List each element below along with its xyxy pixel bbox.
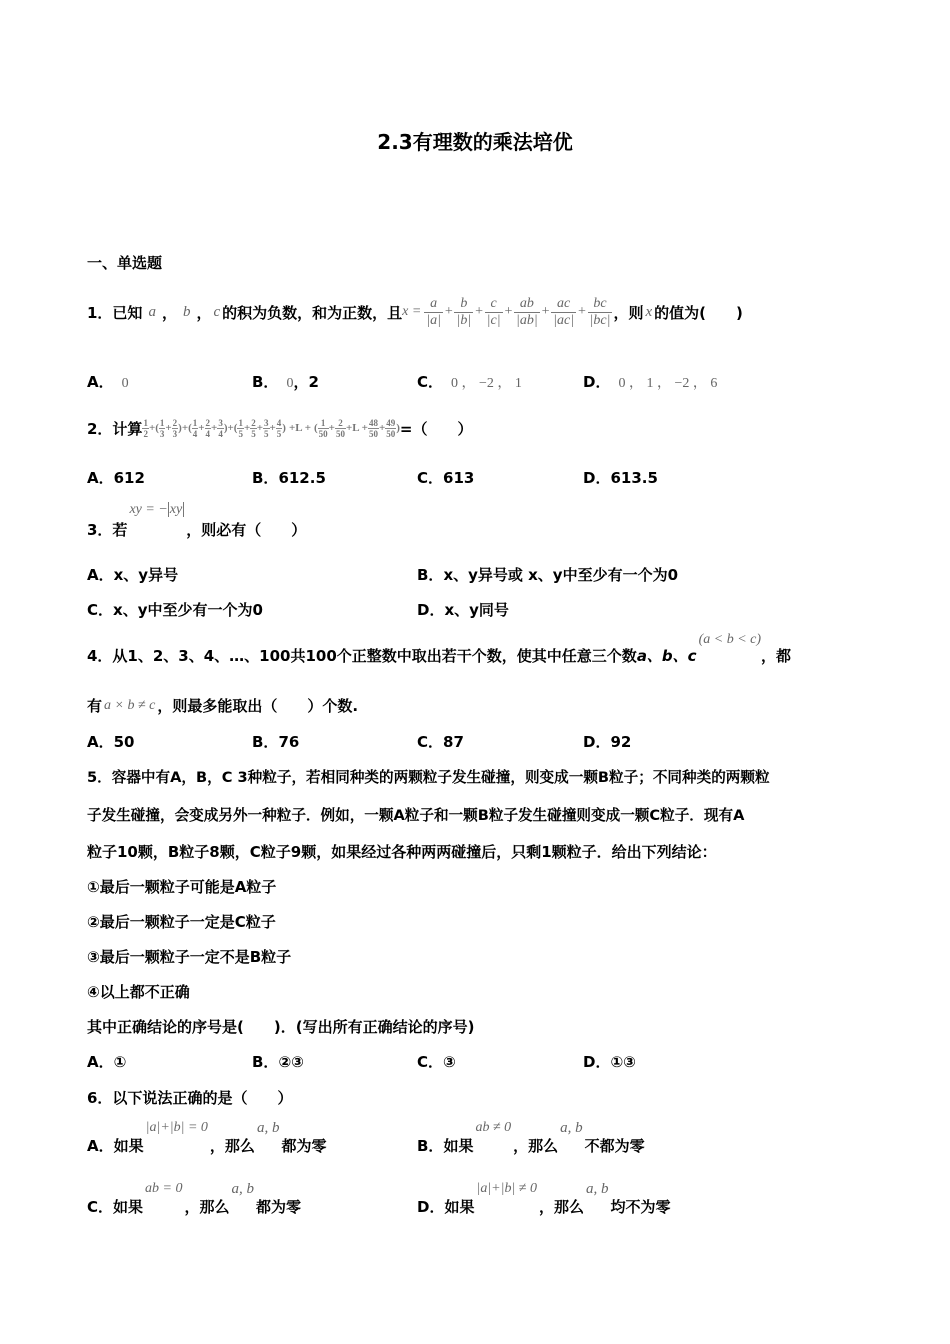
q5-option-c-label: C． (417, 1053, 444, 1071)
q4-option-d-text: 92 (610, 733, 632, 751)
q5-line-7: ④以上都不正确 (87, 983, 190, 1001)
q5-line-3: 粒子10颗，B粒子8颗，C粒子9颗，如果经过各种两两碰撞后，只剩1颗粒子．给出下列结论： (87, 843, 717, 861)
q6-option-c-post: 都为零 (256, 1198, 302, 1216)
q5-line-1: 5．容器中有A，B，C 3种粒子，若相同种类的两颗粒子发生碰撞，则变成一颗B粒子；不同种类的两颗粒 (87, 769, 770, 786)
q4-formula-1: (a < b < c) (698, 632, 762, 647)
q3-option-a-text: x、y异号 (113, 566, 179, 584)
question-4-line-2 (87, 695, 358, 716)
q6-option-d-post: 均不为零 (610, 1198, 671, 1216)
q4-line1-end: ，都 (761, 647, 792, 665)
q1-frac-3 (485, 296, 503, 329)
q3-option-b[interactable] (417, 564, 678, 585)
q2-formula: 1 2 +( 1 3 + $\frac{2}{3}$ )+( 1 4 + $\frac{2}{4}$ + $\frac{3}{4}$ )+( 1 5 + $\frac{2}{5}$ + $\frac{3}{5}$ + $\frac{4}{5}$ ) +L + ( 1 50 + $\frac{2}{50}$ +L + $\frac{48}{50}$ + $\frac{49}{50}$ ) (143, 417, 400, 439)
q6-option-a-formula: |a|+|b| = 0 (145, 1120, 208, 1135)
q4-option-c-label: C． (417, 733, 444, 751)
page-title (0, 126, 950, 155)
q4-option-a-label: A． (87, 733, 114, 751)
q2-option-b[interactable] (252, 467, 326, 488)
q1-frac-5-den: |ac| (553, 312, 575, 328)
q1-frac-4 (514, 296, 540, 329)
q5-option-d-text: ①③ (610, 1053, 636, 1071)
q1-plus-4: + (540, 304, 551, 319)
q6-option-d-mid: ，那么 (539, 1198, 585, 1216)
q3-option-a[interactable] (87, 564, 178, 585)
q5-option-b-label: B． (252, 1053, 279, 1071)
q3-option-d[interactable] (417, 599, 509, 620)
q4-option-a[interactable] (87, 731, 134, 752)
q1-frac-1-num: a (424, 296, 443, 313)
q4-option-c[interactable] (417, 731, 464, 752)
q1-option-a-math: 0 (121, 376, 129, 391)
q1-option-a[interactable] (87, 371, 129, 392)
q4-option-d[interactable] (583, 731, 631, 752)
q6-option-c-label: C． (87, 1198, 114, 1216)
q1-formula (402, 296, 613, 329)
q1-option-c-label: C． (417, 373, 444, 391)
q2-suffix: =（ ） (399, 419, 473, 438)
q2-option-d[interactable] (583, 467, 658, 488)
q6-option-a-mid: ，那么 (209, 1137, 255, 1155)
q1-frac-2-den: |b| (456, 312, 472, 328)
q1-frac-2-num: b (454, 296, 473, 313)
q6-option-a-post: 都为零 (281, 1137, 327, 1155)
question-4-line-1 (87, 632, 791, 666)
q6-option-b-vars: a, b (560, 1120, 583, 1136)
q6-option-b-mid: ，那么 (513, 1137, 559, 1155)
q5-option-d-label: D． (583, 1053, 611, 1071)
q2-option-b-text: 612.5 (278, 469, 326, 487)
q3-option-c-text: x、y中至少有一个为0 (113, 601, 263, 619)
q4-option-b-label: B． (252, 733, 279, 751)
q2-option-c[interactable] (417, 467, 474, 488)
q4-option-c-text: 87 (443, 733, 464, 751)
q6-option-a-pre: 如果 (113, 1137, 144, 1155)
q5-line-8: 其中正确结论的序号是( )．(写出所有正确结论的序号) (87, 1018, 475, 1036)
q6-option-d-pre: 如果 (444, 1198, 475, 1216)
q6-stem: 6．以下说法正确的是（ ） (87, 1089, 293, 1107)
q1-suffix-a: ，则 (613, 303, 644, 322)
q1-var-c: c (213, 303, 221, 320)
q1-option-d-math: 0 ， 1 ， −2 ， 6 (618, 376, 718, 391)
q5-option-b[interactable] (252, 1051, 304, 1072)
q1-formula-lhs: x = (402, 304, 422, 319)
q1-option-d[interactable] (583, 371, 717, 392)
q4-line2-post: ，则最多能取出（ ）个数. (157, 697, 359, 715)
q4-formula-2: a × b ≠ c (104, 697, 156, 713)
q5-line-6: ③最后一颗粒子一定不是B粒子 (87, 948, 292, 966)
q3-option-a-label: A． (87, 566, 114, 584)
q5-option-b-text: ②③ (278, 1053, 304, 1071)
q3-suffix: ，则必有（ ） (186, 521, 307, 539)
q5-option-a-label: A． (87, 1053, 114, 1071)
q3-option-c[interactable] (87, 599, 263, 620)
q1-plus-1: + (444, 304, 454, 319)
q1-frac-1-den: |a| (426, 312, 442, 328)
q1-plus-2: + (474, 304, 484, 319)
q2-option-a-label: A． (87, 469, 114, 487)
q6-option-b-label: B． (417, 1137, 444, 1155)
q6-option-a-vars: a, b (256, 1120, 280, 1136)
q3-option-b-label: B． (417, 566, 444, 584)
q1-option-c[interactable] (417, 371, 522, 392)
question-1 (87, 287, 743, 337)
q2-ellipsis: +L + (288, 422, 311, 434)
q1-plus-5: + (577, 304, 587, 319)
page-title-text: 2.3有理数的乘法培优 (377, 130, 573, 154)
q5-line-4: ①最后一颗粒子可能是A粒子 (87, 878, 277, 896)
q6-option-a[interactable] (87, 1120, 326, 1156)
q1-option-b-text: ，2 (293, 373, 319, 391)
q1-option-b-math: 0 (286, 376, 294, 391)
q3-formula-main: xy = − (129, 502, 168, 517)
q4-option-d-label: D． (583, 733, 611, 751)
q1-frac-4-num: ab (514, 296, 540, 313)
q2-option-c-text: 613 (443, 469, 475, 487)
q1-frac-4-den: |ab| (516, 312, 538, 328)
q5-option-d[interactable] (583, 1051, 636, 1072)
q5-line-2: 子发生碰撞，会变成另外一种粒子．例如，一颗A粒子和一颗B粒子发生碰撞则变成一颗C粒子．现有A (87, 807, 745, 824)
q1-option-a-label: A． (87, 373, 114, 391)
q6-option-d-formula: |a|+|b| ≠ 0 (476, 1181, 537, 1196)
q4-option-b[interactable] (252, 731, 299, 752)
q4-abc: a、b、c (636, 647, 697, 665)
q1-frac-6-num: bc (588, 296, 613, 313)
q1-option-d-label: D． (583, 373, 611, 391)
q1-var-x: x (645, 303, 653, 320)
q2-prefix: 2．计算 (87, 419, 143, 438)
q1-frac-3-den: |c| (486, 312, 501, 328)
q2-option-a-text: 612 (113, 469, 145, 487)
q2-option-d-text: 613.5 (610, 469, 658, 487)
q2-option-a[interactable] (87, 467, 145, 488)
q1-option-c-math: 0 ， −2 ， 1 (451, 376, 522, 391)
q4-line1: 4．从1、2、3、4、…、100共100个正整数中取出若干个数，使其中任意三个数 (87, 647, 637, 665)
q1-var-a: a (148, 303, 156, 320)
q6-option-a-label: A． (87, 1137, 114, 1155)
q1-frac-5-num: ac (551, 296, 576, 313)
q6-option-b-pre: 如果 (443, 1137, 474, 1155)
q6-option-c-vars: a, b (231, 1181, 254, 1197)
q2-option-c-label: C． (417, 469, 444, 487)
q3-option-b-text: x、y异号或 x、y中至少有一个为0 (443, 566, 679, 584)
q6-option-d[interactable] (417, 1181, 671, 1217)
q1-option-b[interactable] (252, 371, 319, 392)
q1-frac-3-num: c (485, 296, 503, 313)
q5-option-a-text: ① (113, 1053, 127, 1071)
q2-option-b-label: B． (252, 469, 279, 487)
q1-frac-6 (588, 296, 613, 329)
q2-option-d-label: D． (583, 469, 611, 487)
q6-option-c-formula: ab = 0 (145, 1181, 183, 1196)
q3-prefix: 3．若 (87, 521, 128, 539)
q3-option-c-label: C． (87, 601, 114, 619)
q1-option-b-label: B． (252, 373, 279, 391)
question-3 (87, 502, 306, 540)
q1-frac-6-den: |bc| (589, 312, 611, 328)
q6-option-c[interactable] (87, 1181, 301, 1217)
q6-option-b[interactable] (417, 1120, 645, 1156)
q6-option-b-formula: ab ≠ 0 (475, 1120, 512, 1135)
q3-option-d-label: D． (417, 601, 445, 619)
q1-comma-1: ， (161, 303, 177, 322)
q4-option-b-text: 76 (278, 733, 300, 751)
q1-prefix: 1．已知 (87, 303, 143, 322)
q1-frac-2 (454, 296, 473, 329)
q1-plus-3: + (503, 304, 514, 319)
q1-frac-1 (424, 296, 443, 329)
q5-option-c-text: ③ (443, 1053, 456, 1071)
q1-frac-5 (551, 296, 576, 329)
question-2 (87, 408, 473, 448)
q6-option-d-vars: a, b (586, 1181, 609, 1197)
q1-comma-2: ， (196, 303, 212, 322)
q6-option-d-label: D． (417, 1198, 445, 1216)
section-heading: 一、单选题 (87, 254, 163, 272)
q4-option-a-text: 50 (113, 733, 135, 751)
q6-option-c-mid: ，那么 (184, 1198, 230, 1216)
q3-formula (129, 502, 184, 518)
q3-formula-abs: xy (169, 502, 183, 517)
q4-line2-pre: 有 (87, 697, 103, 715)
q6-option-b-post: 不都为零 (584, 1137, 645, 1155)
q1-suffix-b: 的值为( ) (654, 303, 743, 322)
q5-line-5: ②最后一颗粒子一定是C粒子 (87, 913, 276, 931)
q3-option-d-text: x、y同号 (444, 601, 509, 619)
q5-option-c[interactable] (417, 1051, 456, 1072)
q1-var-b: b (182, 303, 191, 320)
q6-option-c-pre: 如果 (113, 1198, 144, 1216)
q1-mid: 的积为负数，和为正数，且 (222, 303, 403, 322)
q5-option-a[interactable] (87, 1051, 126, 1072)
